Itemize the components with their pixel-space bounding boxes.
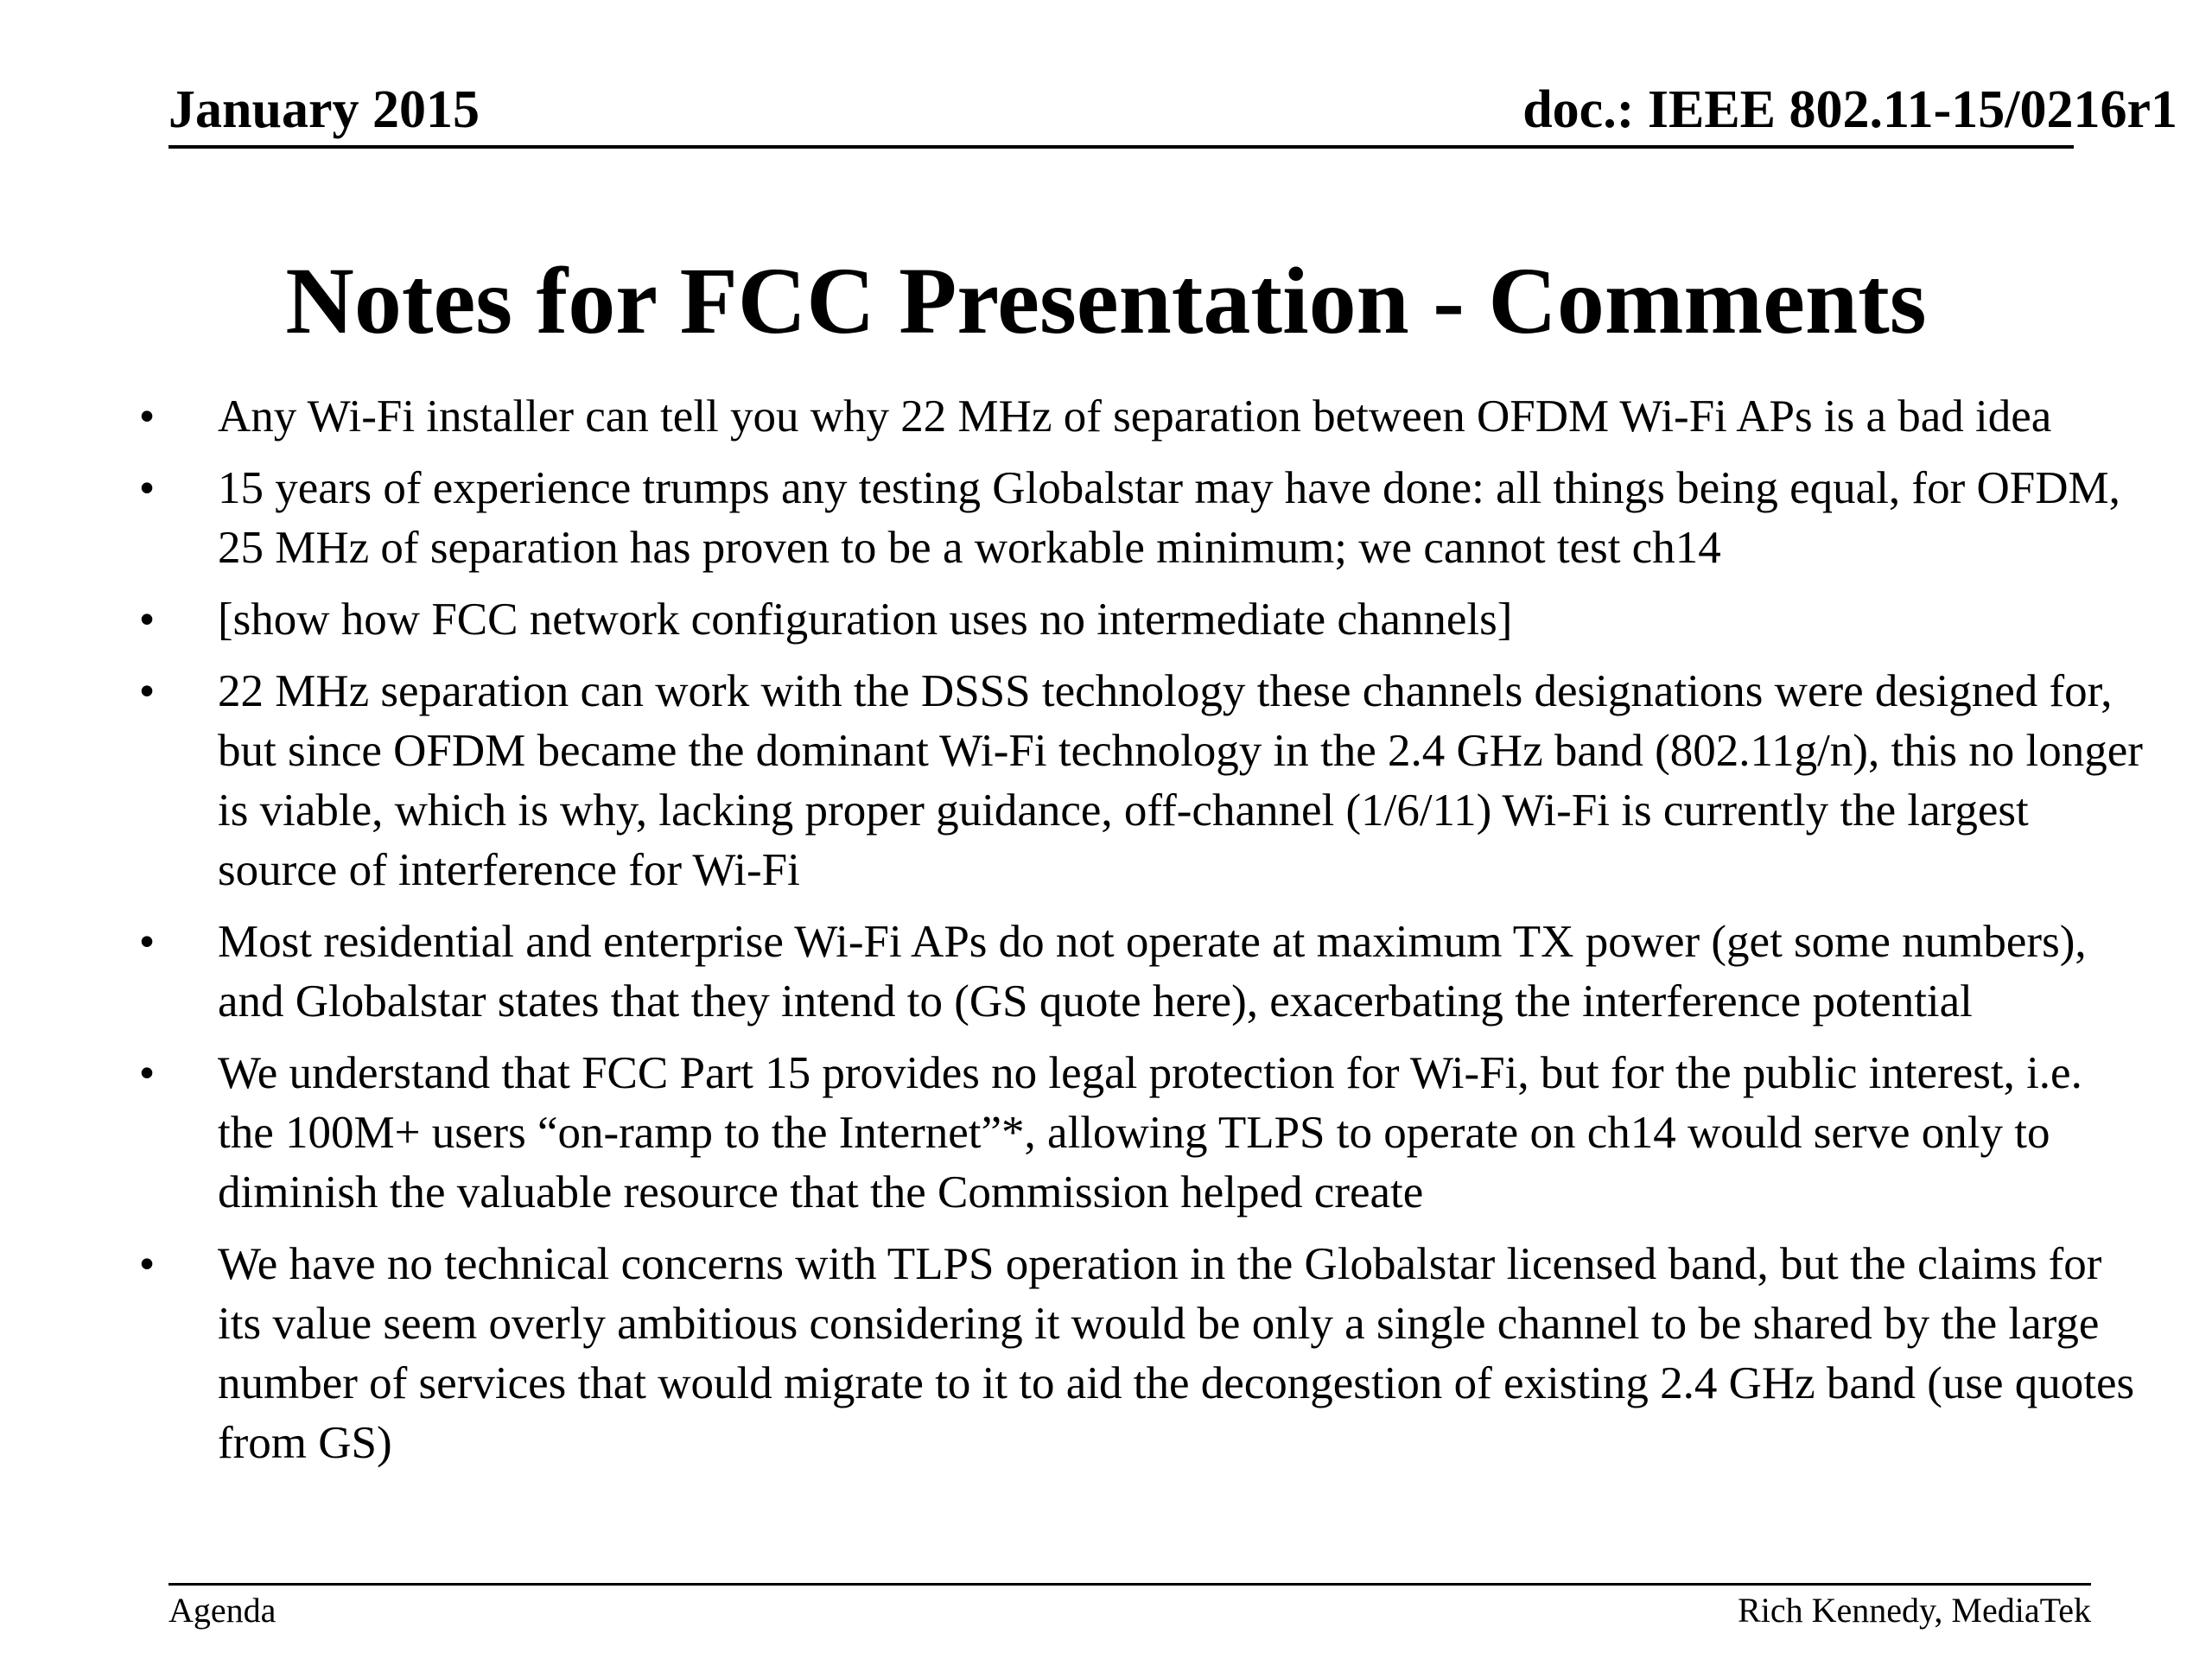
bullet-text: Any Wi-Fi installer can tell you why 22 MHz of separation between OFDM Wi-Fi APs is a bad idea — [218, 391, 2052, 442]
bullet-icon: • — [138, 463, 156, 513]
bullet-icon: • — [138, 917, 156, 967]
bullet-text: 15 years of experience trumps any testing Globalstar may have done: all things being equal, for OFDM, 25 MHz of separation has proven to be a workable minimum; we cannot test ch14 — [218, 463, 2120, 573]
bullet-icon: • — [138, 1239, 156, 1289]
bullet-item — [130, 1235, 2143, 1473]
footer-author: Rich Kennedy, MediaTek — [1738, 1591, 2091, 1630]
bullet-text: We understand that FCC Part 15 provides no legal protection for Wi-Fi, but for the public interest, i.e. the 100M+ users “on-ramp to the Internet”*, allowing TLPS to operate on ch14 would serve only to diminish the valuable resource that the Commission helped create — [218, 1048, 2082, 1217]
bullet-item — [130, 662, 2143, 900]
header-doc-id: doc.: IEEE 802.11-15/0216r1 — [1522, 80, 2177, 139]
bullet-icon: • — [138, 666, 156, 716]
bullet-icon: • — [138, 594, 156, 645]
bullet-item — [130, 912, 2143, 1032]
bullet-text: Most residential and enterprise Wi-Fi APs do not operate at maximum TX power (get some numbers), and Globalstar states that they intend to (GS quote here), exacerbating the interference potential — [218, 917, 2087, 1027]
footer-divider — [168, 1583, 2091, 1586]
footer-label: Agenda — [168, 1591, 276, 1630]
header-date: January 2015 — [168, 80, 480, 139]
bullet-text: We have no technical concerns with TLPS operation in the Globalstar licensed band, but the claims for its value seem overly ambitious considering it would be only a single channel to be shared by the large number of services that would migrate to it to aid the decongestion of existing 2.4 GHz band (use quotes from GS) — [218, 1239, 2135, 1468]
bullet-item — [130, 387, 2143, 447]
bullet-item — [130, 459, 2143, 578]
bullet-text: [show how FCC network configuration uses no intermediate channels] — [218, 594, 1513, 645]
bullet-icon: • — [138, 1048, 156, 1098]
bullet-text: 22 MHz separation can work with the DSSS technology these channels designations were designed for, but since OFDM became the dominant Wi-Fi technology in the 2.4 GHz band (802.11g/n), this no longer is viable, which is why, lacking proper guidance, off-channel (1/6/11) Wi-Fi is currently the largest source of interference for Wi-Fi — [218, 666, 2143, 895]
header-divider — [168, 145, 2074, 149]
slide-title: Notes for FCC Presentation - Comments — [285, 248, 1927, 353]
bullet-icon: • — [138, 391, 156, 442]
bullet-item — [130, 1044, 2143, 1223]
bullet-list — [130, 387, 2143, 1485]
bullet-item — [130, 590, 2143, 650]
